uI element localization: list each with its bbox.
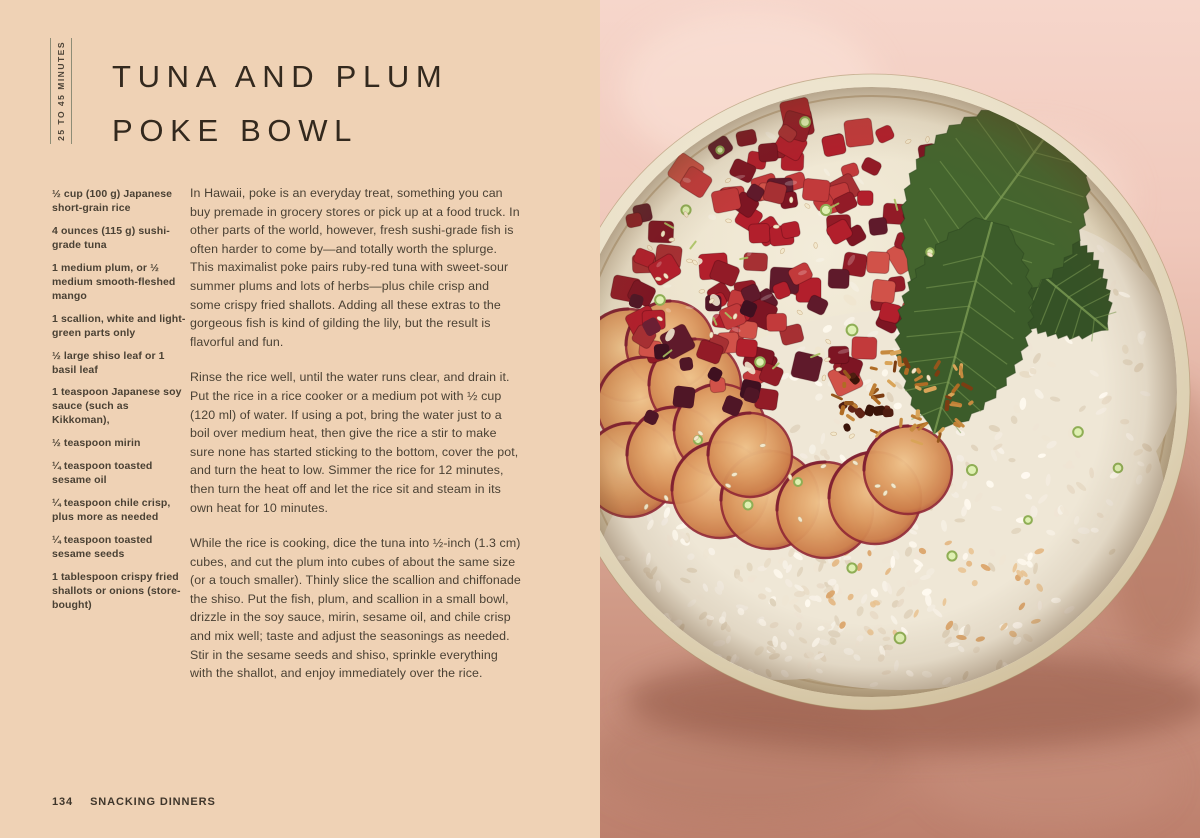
- ingredient-item: 4 ounces (115 g) sushi-grade tuna: [52, 224, 170, 251]
- badge-rule-left: [50, 38, 51, 144]
- ingredient-item: ¼ teaspoon chile crisp, plus more as needed: [52, 497, 171, 524]
- ingredient-item: 1 tablespoon crispy fried shallots or onions (store-bought): [52, 571, 181, 611]
- page-footer: [52, 796, 216, 808]
- step-paragraph: Rinse the rice well, until the water runs clear, and drain it. Put the rice in a rice cooker or a medium pot with ½ cup (120 ml) of water. If using a pot, bring the water just to a boil over medium heat, then give the rice a stir to make sure none has started sticking to the bottom, cover the pot, and turn the heat to low. Simmer the rice for 12 minutes, then turn the heat off and let the rice sit and steam in its own heat for 10 minutes.: [190, 370, 519, 515]
- time-badge: [50, 38, 72, 144]
- photo-page: [600, 0, 1200, 838]
- ingredient-item: 1 scallion, white and light-green parts only: [52, 312, 186, 339]
- time-badge-label: 25 TO 45 MINUTES: [56, 41, 66, 141]
- ingredient-item: ½ cup (100 g) Japanese short-grain rice: [52, 188, 173, 214]
- recipe-title: [112, 50, 448, 158]
- step-paragraph: While the rice is cooking, dice the tuna into ½-inch (1.3 cm) cubes, and cut the plum into cubes of about the same size (or a touch smaller). Thinly slice the scallion and chiffonade the shiso. Put the fish, plum, and scallion in a small bowl, drizzle in the soy sauce, mirin, sesame oil, and chile crisp and mix well; taste and adjust the seasonings as needed. Stir in the sesame seeds and shiso, sprinkle everything with the shallot, and enjoy immediately over the rice.: [190, 536, 521, 681]
- badge-rule-right: [71, 38, 72, 144]
- section-title: SNACKING DINNERS: [90, 796, 216, 808]
- ingredient-item: 1 teaspoon Japanese soy sauce (such as Kikkoman),: [52, 386, 182, 427]
- method-text: [190, 184, 522, 700]
- title-line-1: TUNA AND PLUM: [112, 59, 449, 94]
- ingredient-item: ½ large shiso leaf or 1 basil leaf: [52, 349, 165, 376]
- ingredient-item: ¼ teaspoon toasted sesame oil: [52, 460, 153, 487]
- ingredient-item: 1 medium plum, or ½ medium smooth-fleshed mango: [52, 261, 176, 302]
- intro-paragraph: In Hawaii, poke is an everyday treat, something you can buy premade in grocery stores or pick up at a food truck. In other parts of the world, however, fresh sushi-grade fish is often harder to come by—and totally worth the splurge. This maximalist poke pairs ruby-red tuna with sweet-sour summer plums and lots of herbs—plus chile crisp and some crispy fried shallots. Adding all these extras to the gorgeous fish is kind of gilding the lily, but the result is flavorful and fun.: [190, 186, 520, 349]
- page-number: 134: [52, 796, 74, 808]
- title-line-2: POKE BOWL: [112, 113, 359, 148]
- poke-bowl-photo: [600, 0, 1200, 838]
- ingredient-item: ½ teaspoon mirin: [52, 437, 141, 450]
- ingredients-list: [52, 188, 186, 622]
- ingredient-item: ¼ teaspoon toasted sesame seeds: [52, 534, 153, 561]
